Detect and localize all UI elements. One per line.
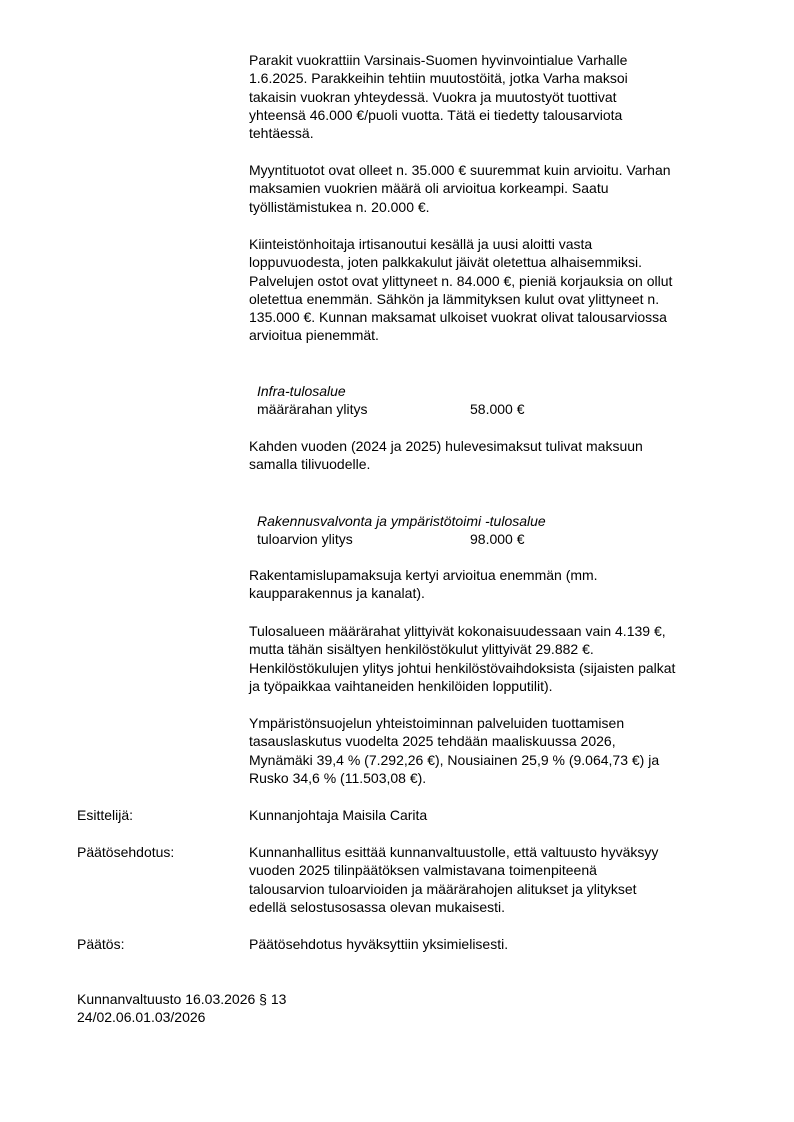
text-line: tehtäessä. <box>249 125 314 142</box>
text-line: talousarvion tuloarvioiden ja määrärahojen alitukset ja ylitykset <box>249 880 637 897</box>
text-line: arvioitua pienemmät. <box>249 327 379 344</box>
text-line: Kiinteistönhoitaja irtisanoutui kesällä ja uusi aloitti vasta <box>249 236 593 252</box>
text-line: ja työpaikkaa vaihtaneiden henkilöiden lopputilit). <box>249 677 553 694</box>
text-line: edellä selostusosassa olevan mukaisesti. <box>249 898 506 915</box>
paatosehdotus-text <box>249 843 749 916</box>
text-line: 1.6.2025. Parakkeihin tehtiin muutostöitä, jotka Varha maksoi <box>249 70 628 87</box>
rakennus-title: Rakennusvalvonta ja ympäristötoimi -tulosalue <box>257 513 546 529</box>
text-line: tasauslaskutus vuodelta 2025 tehdään maaliskuussa 2026, <box>249 733 616 750</box>
text-line: Kunnanhallitus esittää kunnanvaltuustolle, että valtuusto hyväksyy <box>249 844 659 860</box>
paragraph-hulevesimaksut <box>249 437 749 474</box>
text-line: kaupparakennus ja kanalat). <box>249 585 425 602</box>
paatos-value: Päätösehdotus hyväksyttiin yksimielisesti. <box>249 936 509 952</box>
text-line: Parakit vuokrattiin Varsinais-Suomen hyvinvointialue Varhalle <box>249 52 628 68</box>
esittelija-value: Kunnanjohtaja Maisila Carita <box>249 807 428 823</box>
text-line: 135.000 €. Kunnan maksamat ulkoiset vuokrat olivat talousarviossa <box>249 309 667 326</box>
infra-row-label: määrärahan ylitys <box>257 401 368 418</box>
text-line: yhteensä 46.000 €/puoli vuotta. Tätä ei tiedetty talousarviota <box>249 106 623 123</box>
esittelija-value-block <box>249 806 749 824</box>
paragraph-myyntituotot <box>249 161 749 216</box>
text-line: Palvelujen ostot ovat ylittyneet n. 84.000 €, pieniä korjauksia on ollut <box>249 272 673 289</box>
text-line: takaisin vuokran yhteydessä. Vuokra ja muutostyöt tuottivat <box>249 88 617 105</box>
record-number: 24/02.06.01.03/2026 <box>77 1009 206 1026</box>
text-line: oletettua enemmän. Sähkön ja lämmityksen kulut ovat ylittyneet n. <box>249 290 660 307</box>
paatosehdotus-label: Päätösehdotus: <box>77 844 175 860</box>
text-line: Mynämäki 39,4 % (7.292,26 €), Nousiainen 25,9 % (9.064,73 €) ja <box>249 751 660 768</box>
text-line: Tulosalueen määrärahat ylittyivät kokonaisuudessaan vain 4.139 €, <box>249 623 666 639</box>
text-line: Ympäristönsuojelun yhteistoiminnan palveluiden tuottamisen <box>249 715 625 731</box>
meeting-line: Kunnanvaltuusto 16.03.2026 § 13 <box>77 991 287 1007</box>
text-line: vuoden 2025 tilinpäätöksen valmistavana toimenpiteenä <box>249 862 597 879</box>
infra-row-amount: 58.000 € <box>470 401 525 418</box>
text-line: samalla tilivuodelle. <box>249 456 371 473</box>
paragraph-kiinteistonhoitaja <box>249 235 749 345</box>
text-line: Rusko 34,6 % (11.503,08 €). <box>249 769 427 786</box>
text-line: loppuvuodesta, joten palkkakulut jäivät oletettua alhaisemmiksi. <box>249 254 643 271</box>
paatos-label: Päätös: <box>77 936 125 952</box>
paatos-value-block <box>249 935 749 953</box>
meeting-reference <box>77 990 286 1027</box>
text-line: maksamien vuokrien määrä oli arvioitua korkeampi. Saatu <box>249 180 609 197</box>
rakennus-row-amount: 98.000 € <box>470 531 525 548</box>
rakennus-row <box>257 530 757 548</box>
paragraph-tulosalueen-maararahat <box>249 622 749 695</box>
paragraph-parakit <box>249 51 749 142</box>
text-line: Henkilöstökulujen ylitys johtui henkilöstövaihdoksista (sijaisten palkat <box>249 659 676 676</box>
text-line: mutta tähän sisältyen henkilöstökulut ylittyivät 29.882 €. <box>249 641 594 658</box>
infra-section <box>257 382 757 419</box>
rakennus-row-label: tuloarvion ylitys <box>257 531 353 548</box>
paragraph-ymparistonsuojelu <box>249 714 749 787</box>
infra-title: Infra-tulosalue <box>257 383 346 399</box>
paragraph-rakentamislupamaksut <box>249 566 749 603</box>
text-line: Myyntituotot ovat olleet n. 35.000 € suuremmat kuin arvioitu. Varhan <box>249 162 671 178</box>
esittelija-label: Esittelijä: <box>77 807 134 823</box>
rakennus-section <box>257 512 757 549</box>
text-line: Kahden vuoden (2024 ja 2025) hulevesimaksut tulivat maksuun <box>249 438 643 454</box>
text-line: työllistämistukea n. 20.000 €. <box>249 198 430 215</box>
text-line: Rakentamislupamaksuja kertyi arvioitua enemmän (mm. <box>249 567 598 583</box>
infra-row <box>257 400 757 418</box>
